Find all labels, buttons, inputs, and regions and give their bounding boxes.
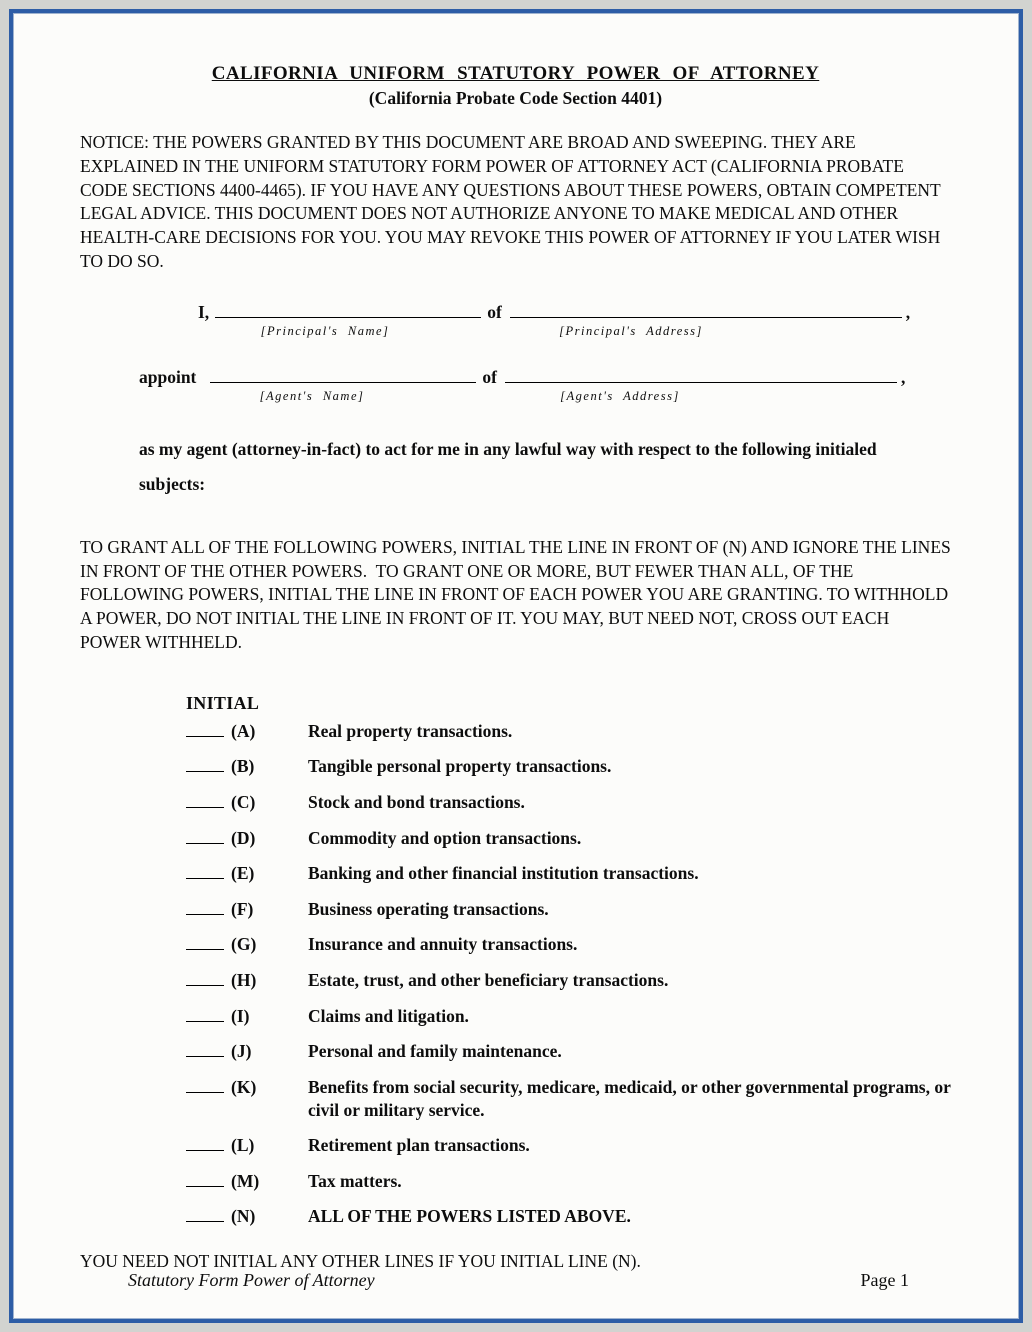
- agent-label-row: [80, 389, 951, 408]
- agent-of: of: [482, 366, 497, 387]
- agent-statement: as my agent (attorney-in-fact) to act for me in any lawful way with respect to the following initialed subjects:: [139, 438, 877, 494]
- principal-row: [198, 302, 951, 323]
- power-label: Personal and family maintenance.: [308, 1041, 562, 1062]
- power-item-j: [186, 1040, 951, 1063]
- initial-field-c[interactable]: [186, 793, 224, 808]
- initial-field-d[interactable]: [186, 829, 224, 844]
- initial-field-j[interactable]: [186, 1042, 224, 1057]
- initial-field-b[interactable]: [186, 757, 224, 772]
- principal-of: of: [487, 301, 502, 322]
- page-subtitle: (California Probate Code Section 4401): [368, 88, 663, 108]
- power-label: Claims and litigation.: [308, 1005, 469, 1026]
- power-label: Tax matters.: [308, 1170, 402, 1191]
- power-label: Retirement plan transactions.: [308, 1135, 530, 1156]
- powers-list: [80, 720, 951, 1229]
- power-letter: (C): [231, 791, 256, 812]
- initial-header: INITIAL: [186, 692, 260, 713]
- power-item-f: [186, 898, 951, 921]
- power-item-n: [186, 1205, 951, 1228]
- agent-row: [139, 367, 951, 388]
- power-item-b: [186, 755, 951, 778]
- power-label: Real property transactions.: [308, 720, 513, 741]
- notice-paragraph: NOTICE: THE POWERS GRANTED BY THIS DOCUMENT ARE BROAD AND SWEEPING. THEY ARE EXPLAINED IN THE UNIFORM STATUTORY FORM POWER OF ATTORNEY ACT (CALIFORNIA PROBATE CODE SECTIONS 4400-4465). IF YOU HAVE ANY QUESTIONS ABOUT THESE POWERS, OBTAIN COMPETENT LEGAL ADVICE. THIS DOCUMENT DOES NOT AUTHORIZE ANYONE TO MAKE MEDICAL AND OTHER HEALTH-CARE DECISIONS FOR YOU. YOU MAY REVOKE THIS POWER OF ATTORNEY IF YOU LATER WISH TO DO SO.: [80, 132, 945, 271]
- initial-field-f[interactable]: [186, 900, 224, 915]
- page-number: Page 1: [860, 1270, 909, 1290]
- initial-field-g[interactable]: [186, 935, 224, 950]
- power-item-m: [186, 1170, 951, 1193]
- power-label: Stock and bond transactions.: [308, 791, 525, 812]
- power-label: Tangible personal property transactions.: [308, 756, 612, 777]
- power-label: Business operating transactions.: [308, 898, 549, 919]
- grant-instructions: TO GRANT ALL OF THE FOLLOWING POWERS, INITIAL THE LINE IN FRONT OF (N) AND IGNORE THE LINES IN FRONT OF THE OTHER POWERS. TO GRANT ONE OR MORE, BUT FEWER THAN ALL, OF THE FOLLOWING POWERS, INITIAL THE LINE IN FRONT OF EACH POWER YOU ARE GRANTING. TO WITHHOLD A POWER, DO NOT INITIAL THE LINE IN FRONT OF IT. YOU MAY, BUT NEED NOT, CROSS OUT EACH POWER WITHHELD.: [80, 536, 956, 652]
- principal-label-row: [80, 324, 951, 343]
- power-label: ALL OF THE POWERS LISTED ABOVE.: [308, 1206, 631, 1227]
- power-letter: (K): [231, 1076, 257, 1097]
- initial-field-i[interactable]: [186, 1007, 224, 1022]
- initial-field-m[interactable]: [186, 1172, 224, 1187]
- power-label: Estate, trust, and other beneficiary transactions.: [308, 969, 669, 990]
- agent-suffix: ,: [900, 366, 906, 387]
- power-letter: (M): [231, 1170, 260, 1191]
- final-note: YOU NEED NOT INITIAL ANY OTHER LINES IF YOU INITIAL LINE (N).: [80, 1251, 641, 1272]
- power-item-d: [186, 827, 951, 850]
- page-footer: [80, 1270, 951, 1291]
- power-letter: (G): [231, 934, 257, 955]
- principal-address-label: [Principal's Address]: [559, 323, 703, 338]
- principal-address-field[interactable]: [510, 303, 902, 318]
- power-item-a: [186, 720, 951, 743]
- agent-prefix: appoint: [139, 366, 197, 387]
- power-item-i: [186, 1005, 951, 1028]
- power-letter: (A): [231, 720, 256, 741]
- power-letter: (D): [231, 827, 256, 848]
- initial-field-a[interactable]: [186, 722, 224, 737]
- agent-address-label: [Agent's Address]: [560, 388, 680, 403]
- power-item-g: [186, 933, 951, 956]
- document-page: [9, 9, 1023, 1323]
- principal-name-field[interactable]: [215, 303, 481, 318]
- agent-address-field[interactable]: [505, 368, 897, 383]
- power-letter: (I): [231, 1005, 250, 1026]
- initial-field-k[interactable]: [186, 1078, 224, 1093]
- agent-name-label: [Agent's Name]: [259, 388, 365, 403]
- initial-field-e[interactable]: [186, 864, 224, 879]
- power-letter: (B): [231, 756, 255, 777]
- initial-field-l[interactable]: [186, 1136, 224, 1151]
- power-label: Insurance and annuity transactions.: [308, 934, 578, 955]
- principal-prefix: I,: [198, 301, 210, 322]
- power-label: Banking and other financial institution transactions.: [308, 863, 699, 884]
- page-title: CALIFORNIA UNIFORM STATUTORY POWER OF ATTORNEY: [211, 63, 820, 84]
- initial-field-h[interactable]: [186, 971, 224, 986]
- power-letter: (F): [231, 898, 254, 919]
- power-letter: (H): [231, 969, 257, 990]
- power-item-l: [186, 1134, 951, 1157]
- power-letter: (L): [231, 1135, 255, 1156]
- footer-title: Statutory Form Power of Attorney: [128, 1270, 375, 1290]
- power-item-h: [186, 969, 951, 992]
- initial-field-n[interactable]: [186, 1207, 224, 1222]
- power-item-c: [186, 791, 951, 814]
- principal-name-label: [Principal's Name]: [260, 323, 390, 338]
- power-item-k: [186, 1076, 951, 1122]
- power-letter: (E): [231, 863, 255, 884]
- principal-section: [80, 302, 951, 502]
- power-letter: (J): [231, 1041, 252, 1062]
- power-label: Commodity and option transactions.: [308, 827, 582, 848]
- power-item-e: [186, 862, 951, 885]
- agent-name-field[interactable]: [210, 368, 476, 383]
- power-label: Benefits from social security, medicare, medicaid, or other governmental programs, or civil or military service.: [308, 1076, 951, 1120]
- power-letter: (N): [231, 1206, 256, 1227]
- principal-suffix: ,: [905, 301, 911, 322]
